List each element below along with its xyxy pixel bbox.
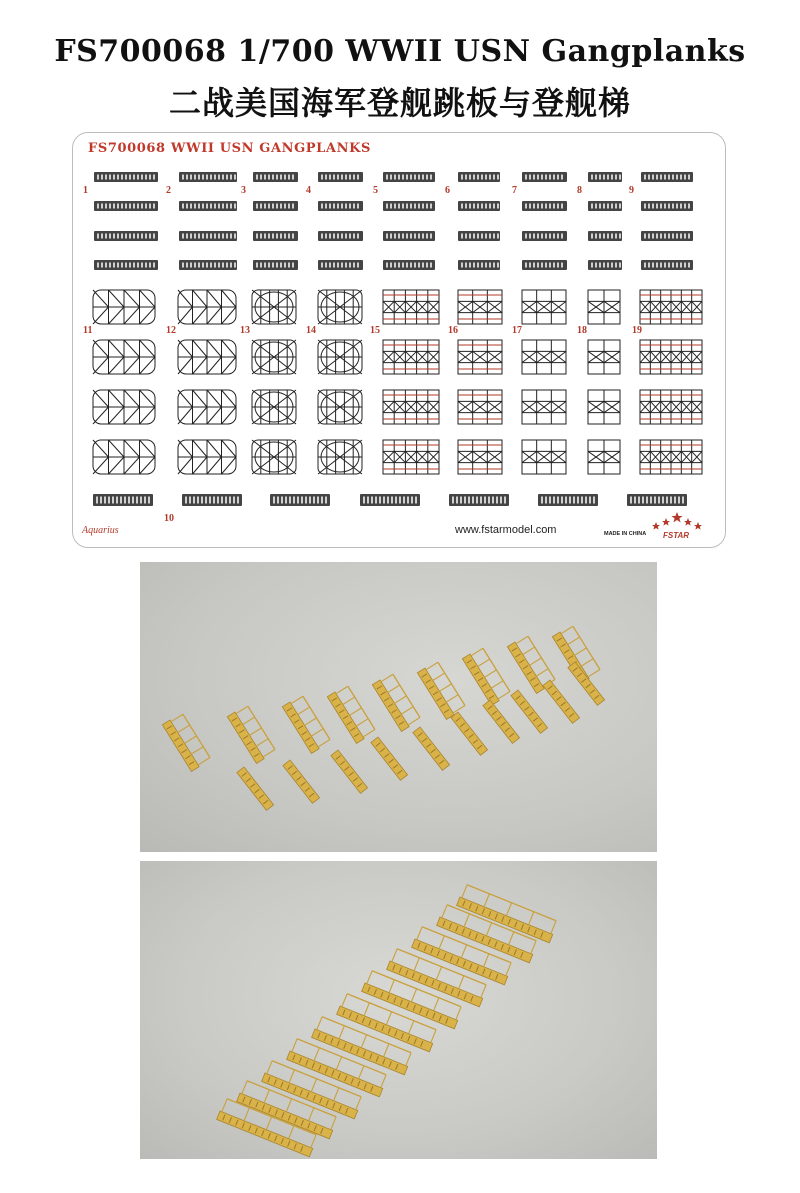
- panel-part-19-1: [640, 340, 702, 374]
- brass-ladder-lower-4: [413, 727, 450, 770]
- part-number-5: 5: [373, 185, 378, 196]
- brass-ladder-lower-3: [371, 737, 408, 780]
- fret-parts-artwork: [0, 0, 800, 560]
- ladder-part-r0-c5: [458, 172, 500, 182]
- part-number-14: 14: [306, 325, 316, 336]
- brass-gangplank-upper-0: [162, 713, 211, 772]
- ladder-part-r2-c4: [383, 231, 435, 241]
- ladder-part-r2-c2: [253, 231, 298, 241]
- panel-part-17-1: [522, 340, 566, 374]
- ladder-part-r1-c3: [318, 201, 363, 211]
- ladder-part-10-6: [627, 494, 687, 506]
- brass-ladder-lower-7: [511, 690, 548, 733]
- ladder-part-10-5: [538, 494, 598, 506]
- ladder-part-r0-c2: [253, 172, 298, 182]
- ladder-part-r1-c8: [641, 201, 693, 211]
- part-number-1: 1: [83, 185, 88, 196]
- truss-part-13-2: [252, 390, 296, 424]
- brand-aquarius: Aquarius: [82, 525, 119, 536]
- ladder-part-r0-c6: [522, 172, 567, 182]
- panel-part-16-3: [458, 440, 502, 474]
- panel-part-18-0: [588, 290, 620, 324]
- brass-gangplank-upper-5: [417, 661, 466, 720]
- panel-part-17-2: [522, 390, 566, 424]
- part-number-13: 13: [240, 325, 250, 336]
- brass-ladder-lower-2: [331, 750, 368, 793]
- panel-part-15-2: [383, 390, 439, 424]
- part-number-15: 15: [370, 325, 380, 336]
- fstar-logo: FSTAR: [663, 531, 690, 540]
- brass-gangplanks-photo-bottom: [140, 861, 657, 1159]
- ladder-part-r3-c6: [522, 260, 567, 270]
- truss-part-12-2: [178, 390, 236, 424]
- assembled-parts-photo-bottom: [140, 861, 657, 1159]
- brass-gangplank-upper-6: [462, 647, 511, 706]
- part-number-17: 17: [512, 325, 522, 336]
- ladder-part-10-4: [449, 494, 509, 506]
- brass-ladder-lower-5: [451, 712, 488, 755]
- truss-part-12-0: [178, 290, 236, 324]
- ladder-part-r1-c0: [94, 201, 158, 211]
- panel-part-16-0: [458, 290, 502, 324]
- panel-part-18-3: [588, 440, 620, 474]
- ladder-part-r0-c7: [588, 172, 622, 182]
- part-number-16: 16: [448, 325, 458, 336]
- panel-part-18-2: [588, 390, 620, 424]
- part-number-4: 4: [306, 185, 311, 196]
- panel-part-16-1: [458, 340, 502, 374]
- panel-part-19-3: [640, 440, 702, 474]
- assembled-parts-photo-top: [140, 562, 657, 852]
- truss-part-14-3: [318, 440, 362, 474]
- truss-part-11-2: [93, 390, 155, 424]
- ladder-part-r0-c1: [179, 172, 237, 182]
- ladder-part-r2-c7: [588, 231, 622, 241]
- truss-part-13-1: [252, 340, 296, 374]
- part-number-8: 8: [577, 185, 582, 196]
- brass-ladder-lower-1: [283, 760, 320, 803]
- brass-gangplank-upper-1: [227, 705, 276, 764]
- truss-part-13-0: [252, 290, 296, 324]
- brass-gangplank-upper-3: [327, 685, 376, 744]
- product-title-en: FS700068 1/700 WWII USN Gangplanks: [54, 34, 746, 69]
- brass-gangplank-upper-4: [372, 673, 421, 732]
- truss-part-14-2: [318, 390, 362, 424]
- ladder-part-r2-c0: [94, 231, 158, 241]
- panel-part-15-1: [383, 340, 439, 374]
- part-number-12: 12: [166, 325, 176, 336]
- ladder-part-10-3: [360, 494, 420, 506]
- truss-part-11-0: [93, 290, 155, 324]
- brass-gangplanks-photo-top: [140, 562, 657, 852]
- ladder-part-r2-c1: [179, 231, 237, 241]
- brass-ladder-lower-6: [483, 700, 520, 743]
- ladder-part-r0-c0: [94, 172, 158, 182]
- ladder-part-r3-c4: [383, 260, 435, 270]
- ladder-part-r1-c7: [588, 201, 622, 211]
- ladder-part-r3-c5: [458, 260, 500, 270]
- ladder-part-r0-c4: [383, 172, 435, 182]
- part-number-7: 7: [512, 185, 517, 196]
- website-link: www.fstarmodel.com: [455, 524, 557, 536]
- truss-part-11-1: [93, 340, 155, 374]
- ladder-part-r3-c0: [94, 260, 158, 270]
- part-number-11: 11: [83, 325, 93, 336]
- part-number-2: 2: [166, 185, 171, 196]
- ladder-part-r3-c3: [318, 260, 363, 270]
- ladder-part-r1-c4: [383, 201, 435, 211]
- panel-part-17-3: [522, 440, 566, 474]
- brass-gangplank-upper-2: [282, 695, 331, 754]
- truss-part-14-0: [318, 290, 362, 324]
- sheet-title: FS700068 WWII USN GANGPLANKS: [88, 141, 371, 156]
- ladder-part-r0-c8: [641, 172, 693, 182]
- ladder-part-r1-c2: [253, 201, 298, 211]
- ladder-part-r2-c5: [458, 231, 500, 241]
- part-number-19: 19: [632, 325, 642, 336]
- brass-ladder-lower-0: [237, 767, 274, 810]
- ladder-part-r1-c1: [179, 201, 237, 211]
- product-title-cn: 二战美国海军登舰跳板与登舰梯: [168, 84, 631, 122]
- part-number-9: 9: [629, 185, 634, 196]
- part-number-3: 3: [241, 185, 246, 196]
- panel-part-15-3: [383, 440, 439, 474]
- panel-part-18-1: [588, 340, 620, 374]
- ladder-part-r1-c5: [458, 201, 500, 211]
- part-number-10: 10: [164, 513, 174, 524]
- truss-part-12-3: [178, 440, 236, 474]
- ladder-part-r2-c8: [641, 231, 693, 241]
- truss-part-13-3: [252, 440, 296, 474]
- made-in-label: MADE IN CHINA: [604, 531, 647, 537]
- truss-part-14-1: [318, 340, 362, 374]
- panel-part-19-2: [640, 390, 702, 424]
- ladder-part-r1-c6: [522, 201, 567, 211]
- part-number-6: 6: [445, 185, 450, 196]
- panel-part-15-0: [383, 290, 439, 324]
- ladder-part-r3-c7: [588, 260, 622, 270]
- part-number-18: 18: [577, 325, 587, 336]
- ladder-part-r3-c1: [179, 260, 237, 270]
- panel-part-17-0: [522, 290, 566, 324]
- brass-ladder-lower-8: [543, 680, 580, 723]
- truss-part-12-1: [178, 340, 236, 374]
- ladder-part-r2-c6: [522, 231, 567, 241]
- truss-part-11-3: [93, 440, 155, 474]
- ladder-part-r3-c2: [253, 260, 298, 270]
- panel-part-19-0: [640, 290, 702, 324]
- ladder-part-10-0: [93, 494, 153, 506]
- ladder-part-10-1: [182, 494, 242, 506]
- ladder-part-r3-c8: [641, 260, 693, 270]
- ladder-part-r2-c3: [318, 231, 363, 241]
- panel-part-16-2: [458, 390, 502, 424]
- ladder-part-r0-c3: [318, 172, 363, 182]
- ladder-part-10-2: [270, 494, 330, 506]
